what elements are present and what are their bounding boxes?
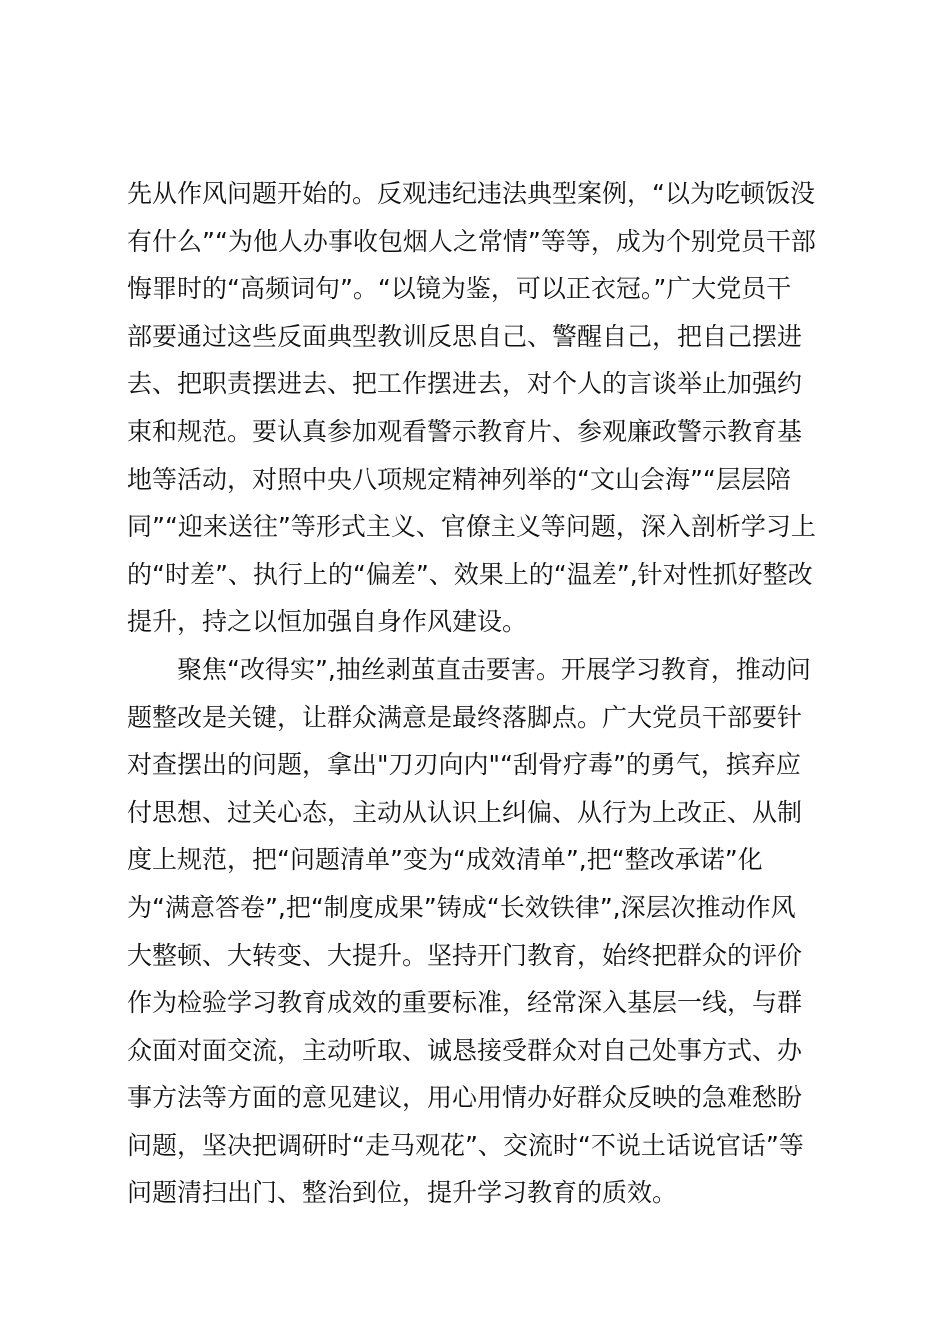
text-line: 对查摆出的问题，拿出"刀刃向内"“刮骨疗毒”的勇气，摈弃应 [127,750,801,780]
text-line: 先从作风问题开始的。反观违纪违法典型案例，“以为吃顿饭没 [127,179,815,208]
text-line: 同”“迎来送往”等形式主义、官僚主义等问题，深入剖析学习上 [127,512,816,542]
text-line: 提升，持之以恒加强自身作风建设。 [127,607,528,637]
text-line: 为“满意答卷”,把“制度成果”铸成“长效铁律”,深层次推动作风 [127,892,796,922]
text-line: 问题，坚决把调研时“走马观花”、交流时“不说土话说官话”等 [127,1130,804,1160]
text-line: 有什么”“为他人办事收包烟人之常情”等等，成为个别党员干部 [127,226,816,256]
text-line: 地等活动，对照中央八项规定精神列举的“文山会海”“层层陪 [127,464,791,494]
text-line: 事方法等方面的意见建议，用心用情办好群众反映的急难愁盼 [127,1083,803,1113]
text-line: 部要通过这些反面典型教训反思自己、警醒自己，把自己摆进 [127,321,803,351]
text-line: 大整顿、大转变、大提升。坚持开门教育，始终把群众的评价 [127,940,803,970]
text-line: 束和规范。要认真参加观看警示教育片、参观廉政警示教育基 [127,416,803,446]
text-line: 付思想、过关心态，主动从认识上纠偏、从行为上改正、从制 [127,797,803,827]
text-line: 问题清扫出门、整治到位，提升学习教育的质效。 [127,1178,678,1208]
body-text [127,170,837,1217]
text-line: 题整改是关键，让群众满意是最终落脚点。广大党员干部要针 [127,702,803,732]
paragraph-start-line: 聚焦“改得实”,抽丝剥茧直击要害。开展学习教育，推动问 [177,654,811,684]
text-line: 的“时差”、执行上的“偏差”、效果上的“温差”,针对性抓好整改 [127,559,813,589]
text-line: 去、把职责摆进去、把工作摆进去，对个人的言谈举止加强约 [127,369,803,399]
text-line: 作为检验学习教育成效的重要标准，经常深入基层一线，与群 [127,988,803,1018]
text-line: 悔罪时的“高频词句”。“以镜为鉴，可以正衣冠。”广大党员干 [127,274,792,304]
text-line: 众面对面交流，主动听取、诚恳接受群众对自己处事方式、办 [127,1035,803,1065]
text-line: 度上规范，把“问题清单”变为“成效清单”,把“整改承诺”化 [127,845,763,875]
